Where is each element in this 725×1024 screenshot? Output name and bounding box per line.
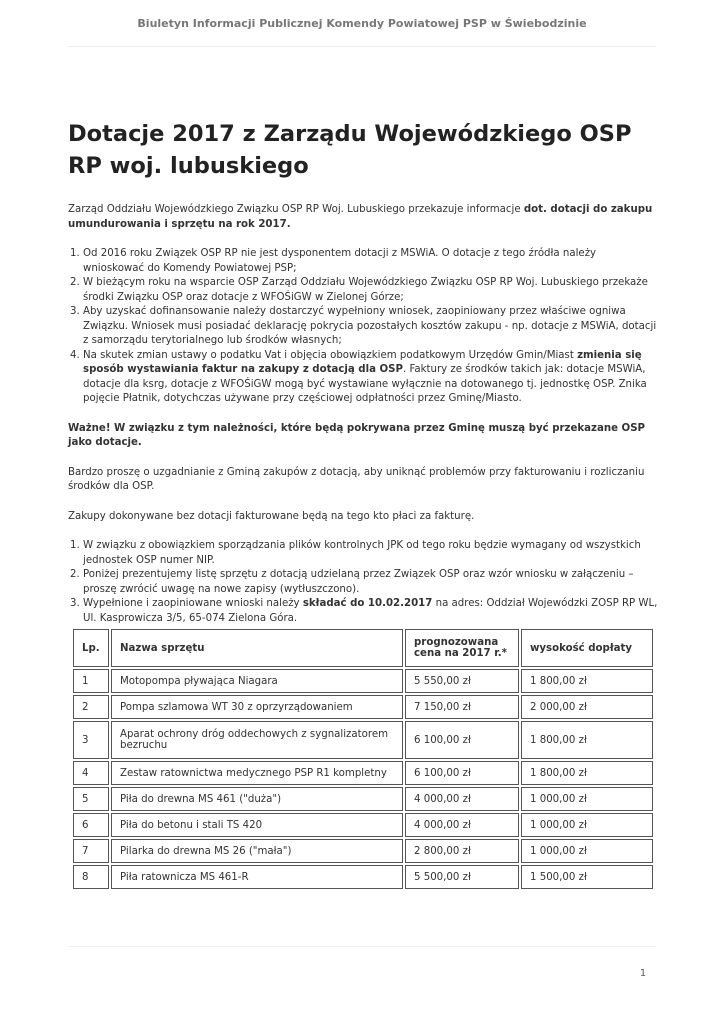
- table-cell: 2 000,00 zł: [521, 695, 653, 719]
- table-cell: 2 800,00 zł: [405, 839, 519, 863]
- list-item: 2. Poniżej prezentujemy listę sprzętu z dotacją udzielaną przez Związek OSP oraz wzór wniosku w załączeniu – proszę zwrócić uwagę na nowe zapisy (wytłuszczono).: [83, 568, 658, 597]
- table-cell: 5: [73, 787, 109, 811]
- table-header-row: [73, 629, 653, 667]
- important-notice: Ważne! W związku z tym należności, które będą pokrywana przez Gminę muszą być przekazane OSP jako dotacje.: [68, 422, 646, 448]
- table-cell: Pilarka do drewna MS 26 ("mała"): [111, 839, 403, 863]
- list-item-text: Na skutek zmian ustawy o podatku Vat i objęcia obowiązkiem podatkowym Urzędów Gmin/Miast: [83, 349, 578, 361]
- table-cell: 1 500,00 zł: [521, 865, 653, 889]
- table-cell: 4: [73, 761, 109, 785]
- table-row: [73, 669, 653, 693]
- column-header: prognozowana cena na 2017 r.*: [405, 629, 519, 667]
- table-row: [73, 721, 653, 759]
- table-cell: Aparat ochrony dróg oddechowych z sygnalizatorem bezruchu: [111, 721, 403, 759]
- page-title: Dotacje 2017 z Zarządu Wojewódzkiego OSP RP woj. lubuskiego: [68, 121, 632, 179]
- table-cell: 8: [73, 865, 109, 889]
- table-cell: 3: [73, 721, 109, 759]
- intro-paragraph: [68, 203, 658, 232]
- header-divider: [68, 46, 656, 47]
- table-cell: 5 500,00 zł: [405, 865, 519, 889]
- list-item: 1. W związku z obowiązkiem sporządzania plików kontrolnych JPK od tego roku będzie wymagany od wszystkich jednostek OSP numer NIP.: [83, 539, 658, 568]
- deadline-bold: składać do 10.02.2017: [302, 598, 433, 609]
- table-cell: 1 000,00 zł: [521, 813, 653, 837]
- table-cell: 6 100,00 zł: [405, 721, 519, 759]
- list-item: 2. W bieżącym roku na wsparcie OSP Zarząd Oddziału Wojewódzkiego Związku OSP RP Woj. Lubuskiego przekaże środki Związku OSP oraz dotacje z WFOŚiGW w Zielonej Górze;: [83, 276, 658, 305]
- list-item-text: na adres: Oddział Wojewódzki ZOSP RP WL, Ul. Kasprowicza 3/5, 65-074 Zielona Góra.: [83, 598, 658, 624]
- table-cell: 1 000,00 zł: [521, 839, 653, 863]
- table-row: [73, 695, 653, 719]
- table-cell: 5 550,00 zł: [405, 669, 519, 693]
- intro-text: Zarząd Oddziału Wojewódzkiego Związku OSP RP Woj. Lubuskiego przekazuje informacje: [68, 204, 524, 215]
- table-cell: Piła ratownicza MS 461-R: [111, 865, 403, 889]
- table-row: [73, 839, 653, 863]
- article-body: [68, 203, 658, 641]
- table-cell: Motopompa pływająca Niagara: [111, 669, 403, 693]
- list-item-bold: zmienia się sposób wystawiania faktur na zakupy z dotacją dla OSP: [83, 349, 642, 375]
- table-row: [73, 787, 653, 811]
- table-cell: 4 000,00 zł: [405, 787, 519, 811]
- table-cell: 7: [73, 839, 109, 863]
- footer-divider: [68, 946, 656, 947]
- list-item: [83, 349, 658, 407]
- list-item-text: . Faktury ze środków takich jak: dotacje MSWiA, dotacje dla ksrg, dotacje z WFOŚiGW mogą być wystawiane wyłącznie na dotowanego tj. jednostkę OSP. Znika pojęcie Płatnik, dotychczas używane przy częściowej odpłatności przez Gminę/Miasto.: [83, 364, 647, 404]
- info-list: [83, 247, 658, 407]
- list-item: 1. Od 2016 roku Związek OSP RP nie jest dysponentem dotacji z MSWiA. O dotacje z tego źródła należy wnioskować do Komendy Powiatowej PSP;: [83, 247, 658, 276]
- paragraph: Bardzo proszę o uzgadnianie z Gminą zakupów z dotacją, aby uniknąć problemów przy fakturowaniu i rozliczaniu środków dla OSP.: [68, 466, 645, 492]
- table-row: [73, 761, 653, 785]
- page-number: 1: [639, 968, 646, 979]
- table-row: [73, 813, 653, 837]
- procedure-list: [83, 539, 658, 626]
- list-item: 3. Aby uzyskać dofinansowanie należy dostarczyć wypełniony wniosek, zaopiniowany przez właściwe ogniwa Związku. Wniosek musi posiadać deklarację pokrycia pozostałych kosztów zakupu - np. dotacje z MSWiA, dotacji z samorządu terytorialnego lub środków własnych;: [83, 305, 658, 349]
- column-header: wysokość dopłaty: [521, 629, 653, 667]
- table-cell: 4 000,00 zł: [405, 813, 519, 837]
- table-cell: Piła do betonu i stali TS 420: [111, 813, 403, 837]
- list-item-text: Wypełnione i zaopiniowane wnioski należy: [83, 598, 303, 609]
- table-cell: 1 000,00 zł: [521, 787, 653, 811]
- table-cell: 6 100,00 zł: [405, 761, 519, 785]
- paragraph: Zakupy dokonywane bez dotacji fakturowane będą na tego kto płaci za fakturę.: [68, 510, 475, 522]
- column-header: Lp.: [73, 629, 109, 667]
- table-cell: 1: [73, 669, 109, 693]
- list-item: [83, 597, 658, 626]
- table-cell: Zestaw ratownictwa medycznego PSP R1 kompletny: [111, 761, 403, 785]
- table-row: [73, 865, 653, 889]
- equipment-table: [71, 627, 655, 891]
- table-cell: 1 800,00 zł: [521, 721, 653, 759]
- table-cell: 6: [73, 813, 109, 837]
- page-header: Biuletyn Informacji Publicznej Komendy Powiatowej PSP w Świebodzinie: [137, 17, 587, 30]
- column-header: Nazwa sprzętu: [111, 629, 403, 667]
- intro-bold: dot. dotacji do zakupu umundurowania i sprzętu na rok 2017.: [68, 204, 653, 230]
- table-cell: 2: [73, 695, 109, 719]
- table-cell: 7 150,00 zł: [405, 695, 519, 719]
- table-cell: 1 800,00 zł: [521, 761, 653, 785]
- table-cell: Pompa szlamowa WT 30 z oprzyrządowaniem: [111, 695, 403, 719]
- table-cell: Piła do drewna MS 461 ("duża"): [111, 787, 403, 811]
- table-cell: 1 800,00 zł: [521, 669, 653, 693]
